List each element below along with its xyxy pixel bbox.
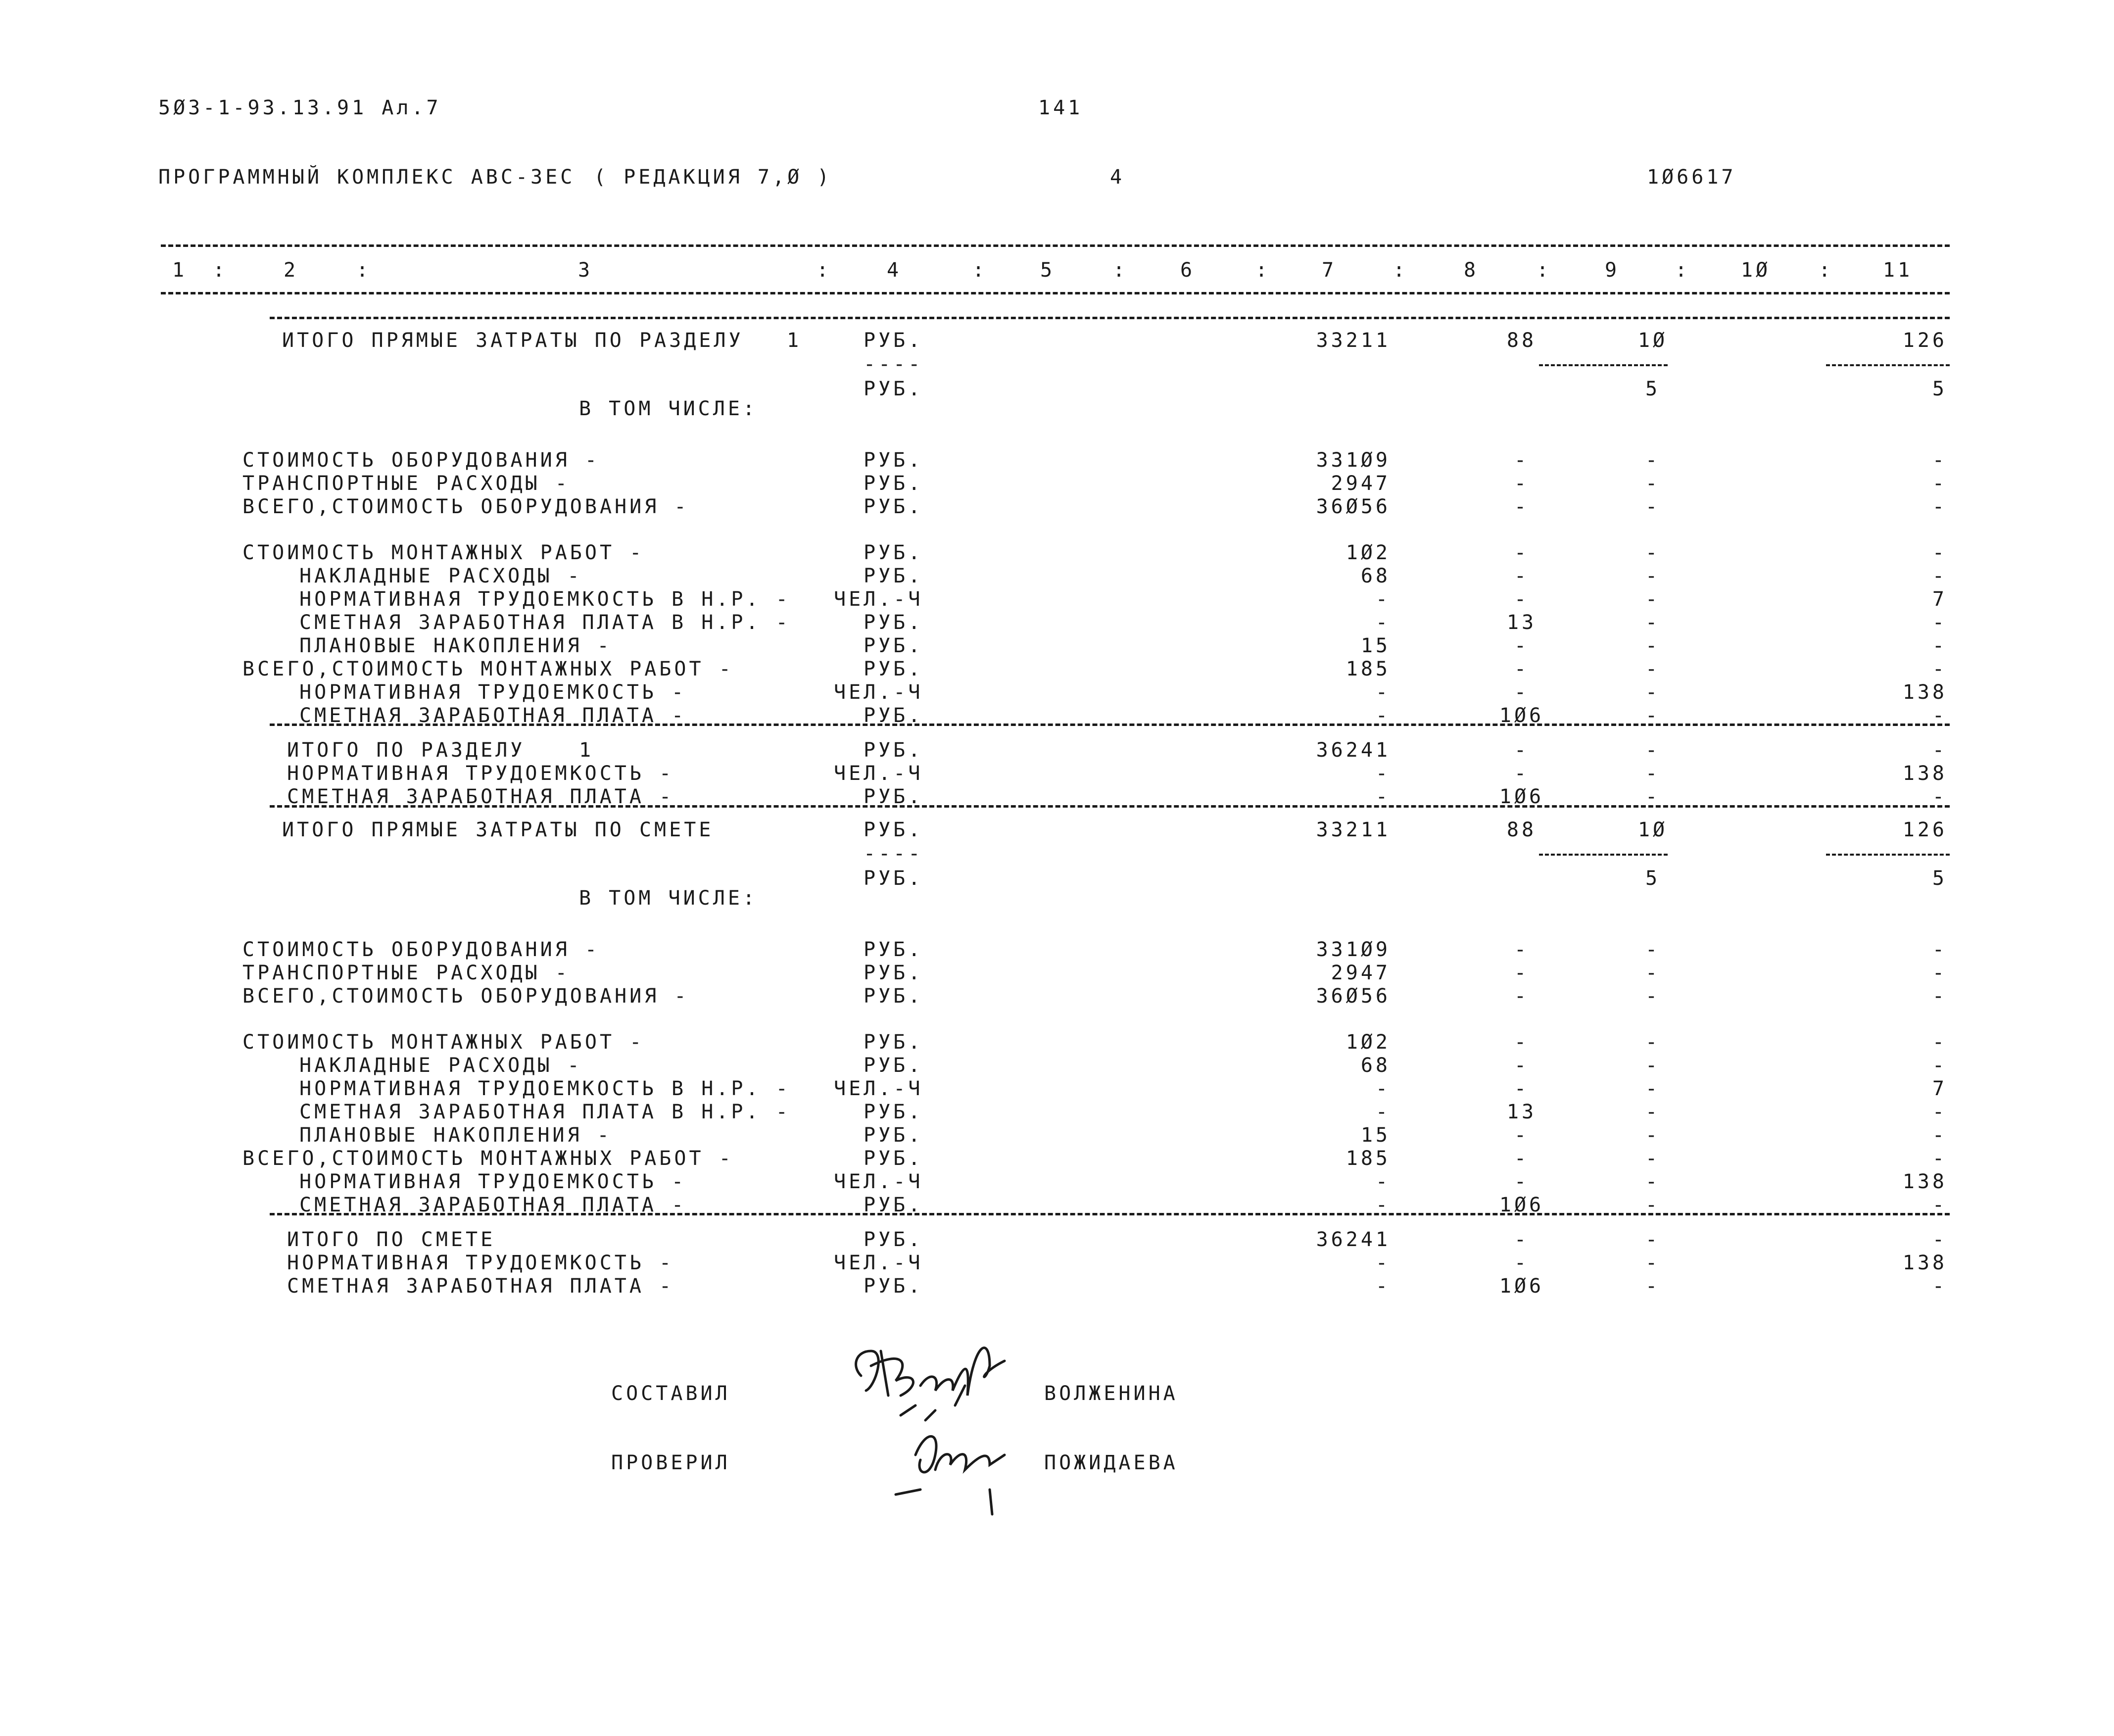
estimate-row-col11: - bbox=[1932, 1031, 1947, 1054]
section-row-col11: 7 bbox=[1932, 588, 1947, 611]
estimate-total-col9: - bbox=[1645, 1275, 1661, 1298]
section-row-col7: - bbox=[1375, 704, 1391, 727]
column-separator: : bbox=[1818, 259, 1834, 282]
column-number-1: 1 bbox=[172, 259, 188, 282]
estimate-total-label: СМЕТНАЯ ЗАРАБОТНАЯ ПЛАТА - bbox=[287, 1275, 674, 1298]
column-number-4: 4 bbox=[886, 259, 902, 282]
estimate-total-direct-label: ИТОГО ПРЯМЫЕ ЗАТРАТЫ ПО СМЕТЕ bbox=[282, 819, 714, 841]
section-row-col8: 1Ø6 bbox=[1499, 704, 1544, 727]
estimate-row-col11: - bbox=[1932, 985, 1947, 1008]
estimate-total-col7: - bbox=[1375, 1275, 1391, 1298]
estimate-total-direct-col7: 33211 bbox=[1316, 819, 1391, 841]
signature-compiled-stroke-1 bbox=[856, 1351, 879, 1391]
section-total-direct-col8: 88 bbox=[1506, 329, 1537, 352]
section-row-col11: - bbox=[1932, 449, 1947, 472]
estimate-row-unit: РУБ. bbox=[864, 1124, 923, 1147]
section-row-unit: РУБ. bbox=[864, 495, 923, 518]
column-number-8: 8 bbox=[1463, 259, 1479, 282]
section-row-col11: - bbox=[1932, 541, 1947, 564]
section-total-col7: - bbox=[1375, 785, 1391, 808]
section-row-unit: РУБ. bbox=[864, 541, 923, 564]
estimate-row-col9: - bbox=[1645, 1124, 1661, 1147]
estimate-row-col7: 185 bbox=[1345, 1147, 1391, 1170]
estimate-row-col9: - bbox=[1645, 1077, 1661, 1100]
section-total-col9: - bbox=[1645, 739, 1661, 762]
section-row-label: СМЕТНАЯ ЗАРАБОТНАЯ ПЛАТА - bbox=[299, 704, 687, 727]
section-total-unit: ЧЕЛ.-Ч bbox=[834, 762, 923, 785]
estimate-total-label: НОРМАТИВНАЯ ТРУДОЕМКОСТЬ - bbox=[287, 1252, 674, 1274]
estimate-row-col7: - bbox=[1375, 1170, 1391, 1193]
section-total-unit: РУБ. bbox=[864, 739, 923, 762]
estimate-row-col7: 331Ø9 bbox=[1316, 938, 1391, 961]
estimate-row-label: НАКЛАДНЫЕ РАСХОДЫ - bbox=[299, 1054, 582, 1077]
section-row-unit: РУБ. bbox=[864, 565, 923, 587]
section-row-col11: - bbox=[1932, 565, 1947, 587]
estimate-row-label: ПЛАНОВЫЕ НАКОПЛЕНИЯ - bbox=[299, 1124, 612, 1147]
section-row-label: НАКЛАДНЫЕ РАСХОДЫ - bbox=[299, 565, 582, 587]
estimate-row-label: ВСЕГО,СТОИМОСТЬ МОНТАЖНЫХ РАБОТ - bbox=[242, 1147, 734, 1170]
section-row-col8: - bbox=[1514, 472, 1530, 495]
section-row-col7: - bbox=[1375, 681, 1391, 704]
estimate-total-direct-col11-b: 5 bbox=[1932, 867, 1947, 890]
section-total-col8: - bbox=[1514, 739, 1530, 762]
estimate-row-label: ТРАНСПОРТНЫЕ РАСХОДЫ - bbox=[242, 962, 570, 984]
checked-label: ПРОВЕРИЛ bbox=[611, 1451, 730, 1474]
column-number-7: 7 bbox=[1321, 259, 1337, 282]
section-row-label: СТОИМОСТЬ ОБОРУДОВАНИЯ - bbox=[242, 449, 600, 472]
section-total-direct-col11: 126 bbox=[1902, 329, 1947, 352]
estimate-row-col7: 1Ø2 bbox=[1345, 1031, 1391, 1054]
estimate-total-direct-col8: 88 bbox=[1506, 819, 1537, 841]
estimate-row-col8: 13 bbox=[1506, 1101, 1537, 1123]
section-row-col11: 138 bbox=[1902, 681, 1947, 704]
section-row-col7: - bbox=[1375, 611, 1391, 634]
document-code: 1Ø6617 bbox=[1647, 166, 1736, 189]
estimate-total-col11: 138 bbox=[1902, 1252, 1947, 1274]
estimate-row-unit: ЧЕЛ.-Ч bbox=[834, 1170, 923, 1193]
section-including-heading: В ТОМ ЧИСЛЕ: bbox=[579, 397, 758, 420]
section-total-col11: 138 bbox=[1902, 762, 1947, 785]
section-row-col9: - bbox=[1645, 565, 1661, 587]
section-row-col9: - bbox=[1645, 634, 1661, 657]
doc-code: 5Ø3-1-93.13.91 Ал.7 bbox=[158, 96, 441, 119]
estimate-row-col8: - bbox=[1514, 1031, 1530, 1054]
section-total-direct-section-number: 1 bbox=[787, 329, 802, 352]
estimate-row-col11: - bbox=[1932, 1101, 1947, 1123]
section-row-col7: 15 bbox=[1360, 634, 1391, 657]
section-row-col9: - bbox=[1645, 611, 1661, 634]
estimate-row-col9: - bbox=[1645, 1194, 1661, 1216]
section-total-col11: - bbox=[1932, 739, 1947, 762]
estimate-row-col11: 7 bbox=[1932, 1077, 1947, 1100]
section-total-unit: РУБ. bbox=[864, 785, 923, 808]
program-name: ПРОГРАММНЫЙ КОМПЛЕКС АВС-ЗЕС bbox=[158, 166, 576, 189]
estimate-row-label: СМЕТНАЯ ЗАРАБОТНАЯ ПЛАТА - bbox=[299, 1194, 687, 1216]
estimate-row-col7: 68 bbox=[1360, 1054, 1391, 1077]
column-separator: : bbox=[1675, 259, 1690, 282]
section-row-label: СТОИМОСТЬ МОНТАЖНЫХ РАБОТ - bbox=[242, 541, 645, 564]
section-row-unit: РУБ. bbox=[864, 658, 923, 680]
column-separator: : bbox=[1536, 259, 1552, 282]
estimate-total-col9: - bbox=[1645, 1228, 1661, 1251]
estimate-row-col7: 2947 bbox=[1331, 962, 1391, 984]
estimate-row-col8: - bbox=[1514, 985, 1530, 1008]
compiled-name: ВОЛЖЕНИНА bbox=[1044, 1382, 1178, 1405]
estimate-rule-before-totals bbox=[270, 1213, 1950, 1215]
estimate-including-heading: В ТОМ ЧИСЛЕ: bbox=[579, 887, 758, 910]
estimate-row-col11: - bbox=[1932, 962, 1947, 984]
estimate-row-col9: - bbox=[1645, 962, 1661, 984]
section-row-col9: - bbox=[1645, 495, 1661, 518]
estimate-row-col9: - bbox=[1645, 985, 1661, 1008]
section-row-col11: - bbox=[1932, 495, 1947, 518]
section-row-col9: - bbox=[1645, 588, 1661, 611]
checked-name: ПОЖИДАЕВА bbox=[1044, 1451, 1178, 1474]
rule-section-start bbox=[270, 317, 1950, 319]
section-row-col11: - bbox=[1932, 704, 1947, 727]
section-total-direct-unit-2: РУБ. bbox=[864, 378, 923, 400]
section-row-col9: - bbox=[1645, 681, 1661, 704]
estimate-row-col8: 1Ø6 bbox=[1499, 1194, 1544, 1216]
section-row-col7: 68 bbox=[1360, 565, 1391, 587]
section-row-col8: - bbox=[1514, 634, 1530, 657]
handwritten-signatures bbox=[841, 1331, 1039, 1524]
estimate-row-unit: РУБ. bbox=[864, 1101, 923, 1123]
estimate-row-unit: РУБ. bbox=[864, 985, 923, 1008]
section-row-label: ВСЕГО,СТОИМОСТЬ ОБОРУДОВАНИЯ - bbox=[242, 495, 689, 518]
estimate-row-col7: 36Ø56 bbox=[1316, 985, 1391, 1008]
estimate-subrule-col11 bbox=[1826, 854, 1950, 856]
section-total-section-number: 1 bbox=[579, 739, 594, 762]
column-separator: : bbox=[1393, 259, 1408, 282]
estimate-row-unit: РУБ. bbox=[864, 1031, 923, 1054]
estimate-row-col9: - bbox=[1645, 1147, 1661, 1170]
rule-top bbox=[161, 244, 1950, 247]
section-total-label: СМЕТНАЯ ЗАРАБОТНАЯ ПЛАТА - bbox=[287, 785, 674, 808]
estimate-row-col8: - bbox=[1514, 962, 1530, 984]
section-total-col7: 36241 bbox=[1316, 739, 1391, 762]
section-row-col9: - bbox=[1645, 658, 1661, 680]
section-total-label: ИТОГО ПО РАЗДЕЛУ bbox=[287, 739, 526, 762]
column-number-9: 9 bbox=[1604, 259, 1620, 282]
estimate-row-label: ВСЕГО,СТОИМОСТЬ ОБОРУДОВАНИЯ - bbox=[242, 985, 689, 1008]
estimate-total-direct-col9-b: 5 bbox=[1645, 867, 1661, 890]
estimate-row-col8: - bbox=[1514, 1147, 1530, 1170]
estimate-total-direct-unit: РУБ. bbox=[864, 819, 923, 841]
section-total-col8: - bbox=[1514, 762, 1530, 785]
section-row-unit: РУБ. bbox=[864, 449, 923, 472]
estimate-total-col11: - bbox=[1932, 1228, 1947, 1251]
column-separator: : bbox=[972, 259, 988, 282]
section-row-unit: ЧЕЛ.-Ч bbox=[834, 681, 923, 704]
page-number: 141 bbox=[1038, 96, 1083, 119]
section-row-col11: - bbox=[1932, 634, 1947, 657]
estimate-row-unit: РУБ. bbox=[864, 938, 923, 961]
section-row-col8: - bbox=[1514, 681, 1530, 704]
section-total-direct-unit: РУБ. bbox=[864, 329, 923, 352]
estimate-total-col11: - bbox=[1932, 1275, 1947, 1298]
section-row-col8: - bbox=[1514, 588, 1530, 611]
section-subrule-col11 bbox=[1826, 364, 1950, 366]
estimate-row-col7: 15 bbox=[1360, 1124, 1391, 1147]
signature-checked-stroke-1 bbox=[915, 1437, 936, 1473]
estimate-row-label: НОРМАТИВНАЯ ТРУДОЕМКОСТЬ В Н.Р. - bbox=[299, 1077, 791, 1100]
section-row-col8: - bbox=[1514, 565, 1530, 587]
estimate-row-col11: - bbox=[1932, 1054, 1947, 1077]
section-total-col11: - bbox=[1932, 785, 1947, 808]
estimate-total-direct-col9: 1Ø bbox=[1637, 819, 1668, 841]
section-total-direct-col11-b: 5 bbox=[1932, 378, 1947, 400]
section-row-col7: - bbox=[1375, 588, 1391, 611]
section-row-label: НОРМАТИВНАЯ ТРУДОЕМКОСТЬ В Н.Р. - bbox=[299, 588, 791, 611]
estimate-total-col8: - bbox=[1514, 1228, 1530, 1251]
estimate-row-col7: - bbox=[1375, 1101, 1391, 1123]
section-row-col8: - bbox=[1514, 541, 1530, 564]
estimate-row-col11: - bbox=[1932, 1194, 1947, 1216]
estimate-row-col9: - bbox=[1645, 1170, 1661, 1193]
section-row-col8: - bbox=[1514, 658, 1530, 680]
section-row-col9: - bbox=[1645, 472, 1661, 495]
section-row-col9: - bbox=[1645, 704, 1661, 727]
estimate-row-col8: - bbox=[1514, 1077, 1530, 1100]
estimate-row-unit: ЧЕЛ.-Ч bbox=[834, 1077, 923, 1100]
estimate-total-col7: 36241 bbox=[1316, 1228, 1391, 1251]
section-total-direct-col9: 1Ø bbox=[1637, 329, 1668, 352]
column-separator: : bbox=[816, 259, 832, 282]
section-unit-separator: ---- bbox=[864, 353, 923, 376]
estimate-row-col8: - bbox=[1514, 1170, 1530, 1193]
section-row-label: ПЛАНОВЫЕ НАКОПЛЕНИЯ - bbox=[299, 634, 612, 657]
estimate-row-label: СТОИМОСТЬ ОБОРУДОВАНИЯ - bbox=[242, 938, 600, 961]
estimate-row-label: СМЕТНАЯ ЗАРАБОТНАЯ ПЛАТА В Н.Р. - bbox=[299, 1101, 791, 1123]
estimate-row-unit: РУБ. bbox=[864, 1194, 923, 1216]
estimate-total-unit: РУБ. bbox=[864, 1228, 923, 1251]
section-total-label: НОРМАТИВНАЯ ТРУДОЕМКОСТЬ - bbox=[287, 762, 674, 785]
section-rule-before-totals bbox=[270, 723, 1950, 726]
estimate-total-direct-col11: 126 bbox=[1902, 819, 1947, 841]
estimate-row-col11: - bbox=[1932, 938, 1947, 961]
section-row-col9: - bbox=[1645, 449, 1661, 472]
estimate-row-col11: 138 bbox=[1902, 1170, 1947, 1193]
section-row-label: СМЕТНАЯ ЗАРАБОТНАЯ ПЛАТА В Н.Р. - bbox=[299, 611, 791, 634]
estimate-total-label: ИТОГО ПО СМЕТЕ bbox=[287, 1228, 496, 1251]
sheet-number: 4 bbox=[1110, 166, 1125, 189]
estimate-total-unit: РУБ. bbox=[864, 1275, 923, 1298]
estimate-row-col7: - bbox=[1375, 1077, 1391, 1100]
column-number-2: 2 bbox=[283, 259, 299, 282]
estimate-row-col9: - bbox=[1645, 938, 1661, 961]
column-separator: : bbox=[1255, 259, 1271, 282]
estimate-total-col7: - bbox=[1375, 1252, 1391, 1274]
estimate-row-col9: - bbox=[1645, 1031, 1661, 1054]
section-row-unit: ЧЕЛ.-Ч bbox=[834, 588, 923, 611]
rule-under-header bbox=[161, 292, 1950, 294]
section-row-col9: - bbox=[1645, 541, 1661, 564]
section-total-col9: - bbox=[1645, 762, 1661, 785]
column-separator: : bbox=[356, 259, 372, 282]
estimate-row-col7: - bbox=[1375, 1194, 1391, 1216]
estimate-row-unit: РУБ. bbox=[864, 1054, 923, 1077]
section-row-col7: 36Ø56 bbox=[1316, 495, 1391, 518]
column-number-5: 5 bbox=[1040, 259, 1056, 282]
section-total-direct-col9-b: 5 bbox=[1645, 378, 1661, 400]
section-row-label: НОРМАТИВНАЯ ТРУДОЕМКОСТЬ - bbox=[299, 681, 687, 704]
estimate-subrule-col9 bbox=[1539, 854, 1668, 856]
estimate-row-label: НОРМАТИВНАЯ ТРУДОЕМКОСТЬ - bbox=[299, 1170, 687, 1193]
rule-between-blocks bbox=[270, 805, 1950, 808]
column-number-3: 3 bbox=[577, 259, 593, 282]
section-row-col8: 13 bbox=[1506, 611, 1537, 634]
estimate-total-col8: 1Ø6 bbox=[1499, 1275, 1544, 1298]
estimate-total-col8: - bbox=[1514, 1252, 1530, 1274]
estimate-row-unit: РУБ. bbox=[864, 1147, 923, 1170]
column-number-6: 6 bbox=[1180, 259, 1196, 282]
estimate-row-col9: - bbox=[1645, 1054, 1661, 1077]
section-total-direct-col7: 33211 bbox=[1316, 329, 1391, 352]
column-separator: : bbox=[212, 259, 228, 282]
section-total-col9: - bbox=[1645, 785, 1661, 808]
signature-marks bbox=[901, 1386, 965, 1420]
section-row-col7: 331Ø9 bbox=[1316, 449, 1391, 472]
signature-checked-stroke-2 bbox=[935, 1454, 1005, 1470]
section-total-col8: 1Ø6 bbox=[1499, 785, 1544, 808]
estimate-row-col11: - bbox=[1932, 1147, 1947, 1170]
section-row-col8: - bbox=[1514, 495, 1530, 518]
section-row-col7: 1Ø2 bbox=[1345, 541, 1391, 564]
section-row-col11: - bbox=[1932, 611, 1947, 634]
section-row-col11: - bbox=[1932, 658, 1947, 680]
estimate-row-unit: РУБ. bbox=[864, 962, 923, 984]
section-total-direct-label: ИТОГО ПРЯМЫЕ ЗАТРАТЫ ПО РАЗДЕЛУ bbox=[282, 329, 744, 352]
section-row-unit: РУБ. bbox=[864, 634, 923, 657]
section-row-unit: РУБ. bbox=[864, 472, 923, 495]
section-row-col8: - bbox=[1514, 449, 1530, 472]
estimate-row-label: СТОИМОСТЬ МОНТАЖНЫХ РАБОТ - bbox=[242, 1031, 645, 1054]
section-row-col7: 2947 bbox=[1331, 472, 1391, 495]
estimate-row-col8: - bbox=[1514, 1124, 1530, 1147]
estimate-total-col9: - bbox=[1645, 1252, 1661, 1274]
section-row-label: ТРАНСПОРТНЫЕ РАСХОДЫ - bbox=[242, 472, 570, 495]
section-row-unit: РУБ. bbox=[864, 704, 923, 727]
compiled-label: СОСТАВИЛ bbox=[611, 1382, 730, 1405]
section-subrule-col9 bbox=[1539, 364, 1668, 366]
estimate-row-col8: - bbox=[1514, 938, 1530, 961]
program-edition: ( РЕДАКЦИЯ 7,Ø ) bbox=[594, 166, 832, 189]
column-number-1Ø: 1Ø bbox=[1740, 259, 1771, 282]
estimate-row-col8: - bbox=[1514, 1054, 1530, 1077]
section-total-col7: - bbox=[1375, 762, 1391, 785]
section-row-unit: РУБ. bbox=[864, 611, 923, 634]
estimate-row-col9: - bbox=[1645, 1101, 1661, 1123]
estimate-total-unit: ЧЕЛ.-Ч bbox=[834, 1252, 923, 1274]
column-number-11: 11 bbox=[1882, 259, 1913, 282]
signature-checked-stroke-3 bbox=[896, 1490, 992, 1514]
estimate-row-col11: - bbox=[1932, 1124, 1947, 1147]
estimate-total-direct-unit-2: РУБ. bbox=[864, 867, 923, 890]
section-row-col7: 185 bbox=[1345, 658, 1391, 680]
column-separator: : bbox=[1112, 259, 1128, 282]
section-row-label: ВСЕГО,СТОИМОСТЬ МОНТАЖНЫХ РАБОТ - bbox=[242, 658, 734, 680]
estimate-unit-separator: ---- bbox=[864, 842, 923, 865]
section-row-col11: - bbox=[1932, 472, 1947, 495]
